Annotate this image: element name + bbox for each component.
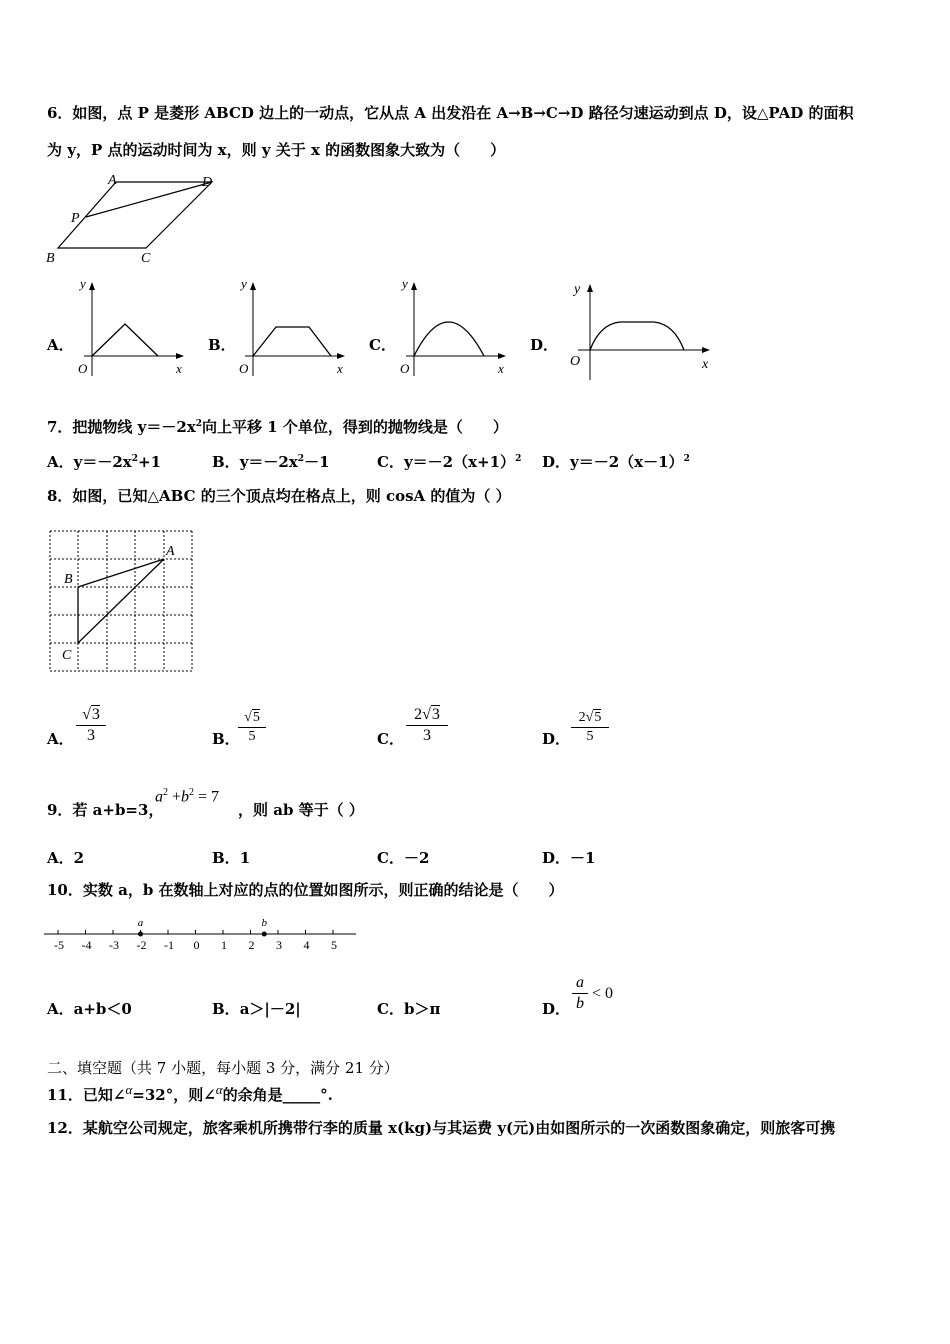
label-a: A bbox=[166, 544, 175, 559]
q6-option-d-label: D． bbox=[530, 336, 559, 354]
number-line-figure bbox=[44, 912, 356, 954]
q6-option-b-label: B． bbox=[208, 336, 236, 354]
q10-stem: 10．实数 a，b 在数轴上对应的点的位置如图所示，则正确的结论是（ ） bbox=[47, 881, 564, 899]
origin-label: O bbox=[78, 361, 88, 376]
grid-triangle-figure bbox=[50, 531, 196, 676]
q6-graph-c bbox=[392, 276, 512, 386]
axis-y-label: y bbox=[574, 282, 581, 297]
label-c: C bbox=[141, 251, 151, 266]
q10-option-d-rest: < 0 bbox=[592, 985, 614, 1002]
q8-stem: 8．如图，已知△ABC 的三个顶点均在格点上，则 cosA 的值为（ ） bbox=[47, 487, 511, 505]
q7-option-a: A．$y=-2x^2+1$ bbox=[47, 453, 162, 471]
section-2-heading: 二、填空题（共 7 小题，每小题 3 分，满分 21 分） bbox=[47, 1059, 399, 1077]
number-line-tick-label: 3 bbox=[276, 938, 282, 952]
q8-option-d-label: D． bbox=[542, 730, 571, 748]
segment-pd bbox=[86, 182, 212, 217]
q9-stem-a: 9．若 a+b=3， bbox=[47, 801, 164, 819]
graph-c-curve bbox=[414, 322, 484, 356]
axis-y-label: y bbox=[80, 276, 86, 291]
graph-d-curve bbox=[590, 322, 684, 350]
q7-option-b: B．$y=-2x^2-1$ bbox=[212, 453, 330, 471]
axis-x-label: x bbox=[498, 361, 504, 376]
q7-stem: 7．把抛物线 $y=-2x^2$向上平移 1 个单位，得到的抛物线是（ ） bbox=[47, 418, 508, 436]
label-d: D bbox=[202, 175, 213, 190]
number-line-point-label-b: b bbox=[261, 917, 267, 929]
axis-y-label: y bbox=[241, 276, 247, 291]
label-p: P bbox=[71, 211, 80, 226]
q6-stem-line2: 为 y，P 点的运动时间为 x，则 y 关于 x 的函数图象大致为（ ） bbox=[47, 141, 506, 159]
q11-stem: 11．已知∠$^\alpha$=32°，则∠$^\alpha$的余角是_____°. bbox=[47, 1082, 333, 1104]
number-line-point-a bbox=[138, 932, 143, 937]
graph-a-curve bbox=[92, 324, 158, 356]
q6-option-c-label: C． bbox=[369, 336, 396, 354]
q9-option-c: C．－2 bbox=[377, 849, 430, 867]
number-line-tick-label: -2 bbox=[136, 938, 147, 952]
number-line-tick-label: -4 bbox=[81, 938, 92, 952]
origin-label: O bbox=[400, 361, 410, 376]
origin-label: O bbox=[239, 361, 249, 376]
q9-stem-b: ，则 ab 等于（ ） bbox=[238, 801, 364, 819]
q6-graph-b bbox=[231, 276, 351, 386]
q9-option-b: B．1 bbox=[212, 849, 251, 867]
q6-stem-line1: 6．如图，点 P 是菱形 ABCD 边上的一动点，它从点 A 出发沿在 A→B→C→D 路径匀速运动到点 D，设△PAD 的面积 bbox=[47, 104, 854, 122]
q10-option-d-fraction: a b bbox=[572, 974, 588, 1013]
axis-y-label: y bbox=[402, 276, 408, 291]
number-line-tick-label: -5 bbox=[54, 938, 64, 952]
number-line-tick-label: -3 bbox=[109, 938, 119, 952]
number-line-tick-label: 4 bbox=[303, 938, 310, 952]
label-b: B bbox=[46, 251, 55, 266]
axis-x-label: x bbox=[702, 357, 709, 372]
number-line-point-label-a: a bbox=[137, 917, 144, 929]
q8-option-b-label: B． bbox=[212, 730, 240, 748]
triangle-abc bbox=[78, 559, 164, 643]
q8-option-a-value: √3 3 bbox=[76, 705, 106, 745]
q8-option-b-value: √5 5 bbox=[238, 709, 266, 745]
q7-option-d: D．$y=-2(x-1)^2$ bbox=[542, 453, 690, 471]
rhombus-shape bbox=[58, 182, 212, 248]
q8-option-c-label: C． bbox=[377, 730, 404, 748]
axis-x-label: x bbox=[337, 361, 343, 376]
q10-option-c: C．b＞π bbox=[377, 1000, 441, 1018]
number-line-tick-label: 1 bbox=[221, 938, 227, 952]
q6-option-a-label: A． bbox=[47, 336, 74, 354]
rhombus-figure bbox=[40, 170, 230, 270]
q9-option-d: D．－1 bbox=[542, 849, 596, 867]
q8-option-d-value: 2√5 5 bbox=[571, 709, 609, 745]
q9-option-a: A．2 bbox=[47, 849, 85, 867]
q6-graph-a bbox=[70, 276, 190, 386]
q10-option-b: B．a＞|－2| bbox=[212, 1000, 301, 1018]
q10-option-d-label: D． bbox=[542, 1000, 571, 1018]
q9-formula: $a^2 +b^2 = 7$ bbox=[155, 787, 220, 806]
label-c: C bbox=[62, 648, 72, 663]
label-a: A bbox=[108, 173, 117, 188]
q12-stem: 12．某航空公司规定，旅客乘机所携带行李的质量 x(kg)与其运费 y(元)由如图所示的一次函数图象确定，则旅客可携 bbox=[47, 1119, 836, 1137]
number-line-tick-label: 5 bbox=[331, 938, 337, 952]
q8-option-a-label: A． bbox=[47, 730, 74, 748]
number-line-tick-label: -1 bbox=[164, 938, 174, 952]
q6-graph-d bbox=[560, 278, 720, 388]
graph-b-curve bbox=[253, 327, 331, 356]
number-line-tick-label: 2 bbox=[248, 938, 255, 952]
origin-label: O bbox=[570, 354, 581, 369]
q7-option-c: C．$y=-2(x+1)^2$ bbox=[377, 453, 522, 471]
number-line-tick-label: 0 bbox=[193, 938, 200, 952]
label-b: B bbox=[64, 572, 73, 587]
q8-option-c-value: 2√3 3 bbox=[406, 705, 448, 745]
axis-x-label: x bbox=[176, 361, 182, 376]
q10-option-a: A．a+b＜0 bbox=[47, 1000, 132, 1018]
number-line-point-b bbox=[262, 932, 267, 937]
